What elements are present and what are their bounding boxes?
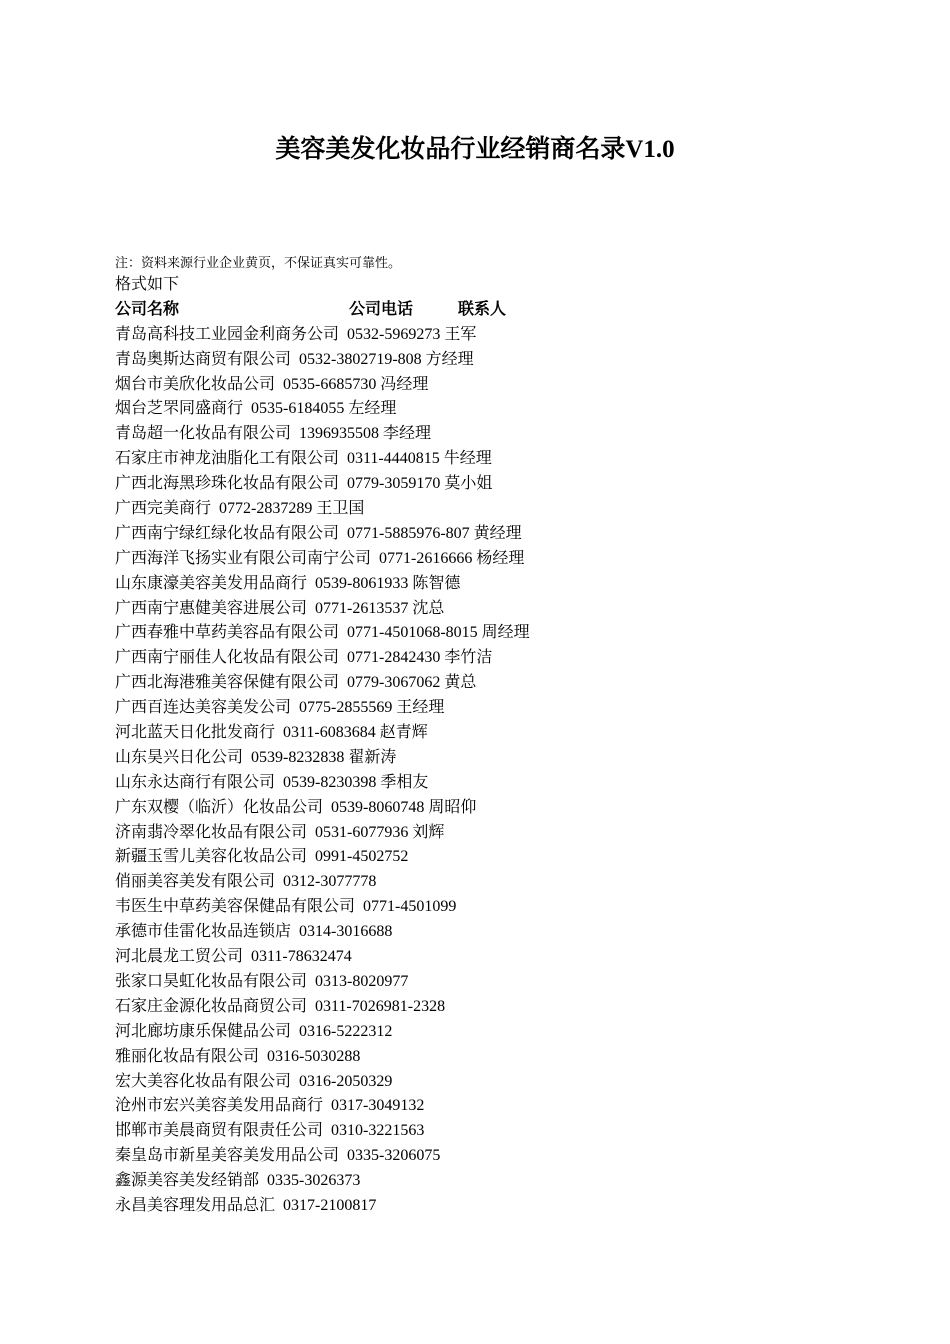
company-name: 沧州市宏兴美容美发用品商行 xyxy=(115,1097,324,1115)
column-header-name: 公司名称 xyxy=(115,300,180,318)
dealer-entry xyxy=(115,497,915,522)
contact-person: 翟新涛 xyxy=(348,748,397,766)
company-name: 青岛超一化妆品有限公司 xyxy=(115,425,292,443)
column-header xyxy=(115,298,915,323)
company-name: 邯郸市美晨商贸有限责任公司 xyxy=(115,1122,324,1140)
company-phone: 0311-6083684 xyxy=(283,724,376,742)
company-name: 河北晨龙工贸公司 xyxy=(115,948,244,966)
company-name: 广西南宁丽佳人化妆品有限公司 xyxy=(115,649,340,667)
dealer-entry xyxy=(115,1094,915,1119)
contact-person: 王军 xyxy=(444,325,477,343)
company-phone: 0316-5030288 xyxy=(267,1047,361,1065)
company-phone: 0317-2100817 xyxy=(283,1196,377,1214)
company-name: 河北蓝天日化批发商行 xyxy=(115,724,276,742)
company-phone: 0772-2837289 xyxy=(219,500,313,518)
dealer-entry xyxy=(115,323,915,348)
contact-person: 刘辉 xyxy=(412,823,445,841)
company-name: 广西百连达美容美发公司 xyxy=(115,699,292,717)
dealer-entry xyxy=(115,1169,915,1194)
company-phone: 0779-3059170 xyxy=(347,475,441,493)
dealer-entry xyxy=(115,547,915,572)
company-name: 广西完美商行 xyxy=(115,500,212,518)
company-name: 山东永达商行有限公司 xyxy=(115,773,276,791)
company-phone: 0539-8060748 xyxy=(331,798,425,816)
company-name: 宏大美容化妆品有限公司 xyxy=(115,1072,292,1090)
company-name: 鑫源美容美发经销部 xyxy=(115,1172,260,1190)
contact-person: 左经理 xyxy=(348,400,397,418)
company-name: 山东康濠美容美发用品商行 xyxy=(115,574,308,592)
company-name: 烟台市美欣化妆品公司 xyxy=(115,375,276,393)
dealer-entry xyxy=(115,870,915,895)
company-phone: 0535-6685730 xyxy=(283,375,377,393)
dealer-entry xyxy=(115,970,915,995)
company-phone: 0311-4440815 xyxy=(347,450,440,468)
dealer-entry xyxy=(115,397,915,422)
company-phone: 1396935508 xyxy=(299,425,380,443)
company-name: 韦医生中草药美容保健品有限公司 xyxy=(115,898,356,916)
contact-person: 王经理 xyxy=(396,699,445,717)
company-phone: 0775-2855569 xyxy=(299,699,393,717)
company-phone: 0335-3206075 xyxy=(347,1147,441,1165)
dealer-entry xyxy=(115,1194,915,1219)
company-phone: 0771-4501099 xyxy=(363,898,457,916)
company-phone: 0311-78632474 xyxy=(251,948,352,966)
company-phone: 0312-3077778 xyxy=(283,873,377,891)
dealer-entry xyxy=(115,845,915,870)
column-header-contact: 联系人 xyxy=(458,300,507,318)
dealer-entry xyxy=(115,447,915,472)
contact-person: 王卫国 xyxy=(316,500,365,518)
company-phone: 0316-2050329 xyxy=(299,1072,393,1090)
company-name: 广西春雅中草药美容品有限公司 xyxy=(115,624,340,642)
dealer-entry xyxy=(115,746,915,771)
dealer-entry xyxy=(115,422,915,447)
contact-person: 杨经理 xyxy=(476,549,525,567)
company-phone: 0539-8232838 xyxy=(251,748,345,766)
contact-person: 季相友 xyxy=(380,773,429,791)
contact-person: 陈智德 xyxy=(412,574,461,592)
contact-person: 牛经理 xyxy=(443,450,492,468)
company-phone: 0313-8020977 xyxy=(315,972,409,990)
company-name: 石家庄市神龙油脂化工有限公司 xyxy=(115,450,340,468)
company-name: 石家庄金源化妆品商贸公司 xyxy=(115,997,308,1015)
company-phone: 0779-3067062 xyxy=(347,674,441,692)
company-name: 广西北海港雅美容保健有限公司 xyxy=(115,674,340,692)
company-phone: 0335-3026373 xyxy=(267,1172,361,1190)
dealer-list xyxy=(115,323,915,1219)
company-phone: 0771-4501068-8015 xyxy=(347,624,478,642)
dealer-entry xyxy=(115,597,915,622)
company-name: 俏丽美容美发有限公司 xyxy=(115,873,276,891)
contact-person: 赵青辉 xyxy=(379,724,428,742)
company-name: 青岛高科技工业园金利商务公司 xyxy=(115,325,340,343)
contact-person: 周昭仰 xyxy=(428,798,477,816)
dealer-entry xyxy=(115,373,915,398)
company-name: 承德市佳雷化妆品连锁店 xyxy=(115,923,292,941)
contact-person: 李经理 xyxy=(383,425,432,443)
dealer-entry xyxy=(115,945,915,970)
company-name: 山东昊兴日化公司 xyxy=(115,748,244,766)
contact-person: 黄经理 xyxy=(473,524,522,542)
dealer-entry xyxy=(115,821,915,846)
dealer-entry xyxy=(115,1045,915,1070)
dealer-entry xyxy=(115,671,915,696)
contact-person: 李竹洁 xyxy=(444,649,493,667)
dealer-entry xyxy=(115,522,915,547)
dealer-entry xyxy=(115,646,915,671)
contact-person: 莫小姐 xyxy=(444,475,493,493)
dealer-entry xyxy=(115,995,915,1020)
company-name: 广西南宁绿红绿化妆品有限公司 xyxy=(115,524,340,542)
dealer-entry xyxy=(115,1144,915,1169)
page-title: 美容美发化妆品行业经销商名录V1.0 xyxy=(275,136,675,163)
format-label: 格式如下 xyxy=(115,276,180,293)
source-note: 注：资料来源行业企业黄页，不保证真实可靠性。 xyxy=(115,255,402,270)
contact-person: 冯经理 xyxy=(380,375,429,393)
company-phone: 0771-2616666 xyxy=(379,549,473,567)
company-phone: 0311-7026981-2328 xyxy=(315,997,446,1015)
dealer-entry xyxy=(115,1070,915,1095)
company-phone: 0531-6077936 xyxy=(315,823,409,841)
document-body xyxy=(115,253,915,1219)
company-phone: 0771-5885976-807 xyxy=(347,524,470,542)
company-name: 青岛奥斯达商贸有限公司 xyxy=(115,350,292,368)
company-name: 广西北海黑珍珠化妆品有限公司 xyxy=(115,475,340,493)
company-phone: 0317-3049132 xyxy=(331,1097,425,1115)
company-phone: 0539-8230398 xyxy=(283,773,377,791)
company-phone: 0310-3221563 xyxy=(331,1122,425,1140)
company-phone: 0532-5969273 xyxy=(347,325,441,343)
dealer-entry xyxy=(115,796,915,821)
dealer-entry xyxy=(115,348,915,373)
company-name: 河北廊坊康乐保健品公司 xyxy=(115,1022,292,1040)
contact-person: 方经理 xyxy=(425,350,474,368)
company-name: 永昌美容理发用品总汇 xyxy=(115,1196,276,1214)
company-name: 张家口昊虹化妆品有限公司 xyxy=(115,972,308,990)
dealer-entry xyxy=(115,696,915,721)
company-phone: 0314-3016688 xyxy=(299,923,393,941)
company-name: 烟台芝罘同盛商行 xyxy=(115,400,244,418)
company-phone: 0316-5222312 xyxy=(299,1022,393,1040)
dealer-entry xyxy=(115,1119,915,1144)
company-name: 雅丽化妆品有限公司 xyxy=(115,1047,260,1065)
company-name: 济南翡冷翠化妆品有限公司 xyxy=(115,823,308,841)
dealer-entry xyxy=(115,771,915,796)
dealer-entry xyxy=(115,572,915,597)
company-phone: 0771-2842430 xyxy=(347,649,441,667)
dealer-entry xyxy=(115,1020,915,1045)
company-name: 广西海洋飞扬实业有限公司南宁公司 xyxy=(115,549,372,567)
dealer-entry xyxy=(115,895,915,920)
column-header-phone: 公司电话 xyxy=(349,300,414,318)
company-name: 新疆玉雪儿美容化妆品公司 xyxy=(115,848,308,866)
company-name: 广西南宁惠健美容进展公司 xyxy=(115,599,308,617)
company-phone: 0532-3802719-808 xyxy=(299,350,422,368)
contact-person: 周经理 xyxy=(481,624,530,642)
dealer-entry xyxy=(115,721,915,746)
contact-person: 沈总 xyxy=(412,599,445,617)
company-phone: 0535-6184055 xyxy=(251,400,345,418)
company-name: 秦皇岛市新星美容美发用品公司 xyxy=(115,1147,340,1165)
dealer-entry xyxy=(115,472,915,497)
company-phone: 0991-4502752 xyxy=(315,848,409,866)
contact-person: 黄总 xyxy=(444,674,477,692)
dealer-entry xyxy=(115,920,915,945)
dealer-entry xyxy=(115,621,915,646)
company-phone: 0771-2613537 xyxy=(315,599,409,617)
company-name: 广东双樱（临沂）化妆品公司 xyxy=(115,798,324,816)
company-phone: 0539-8061933 xyxy=(315,574,409,592)
